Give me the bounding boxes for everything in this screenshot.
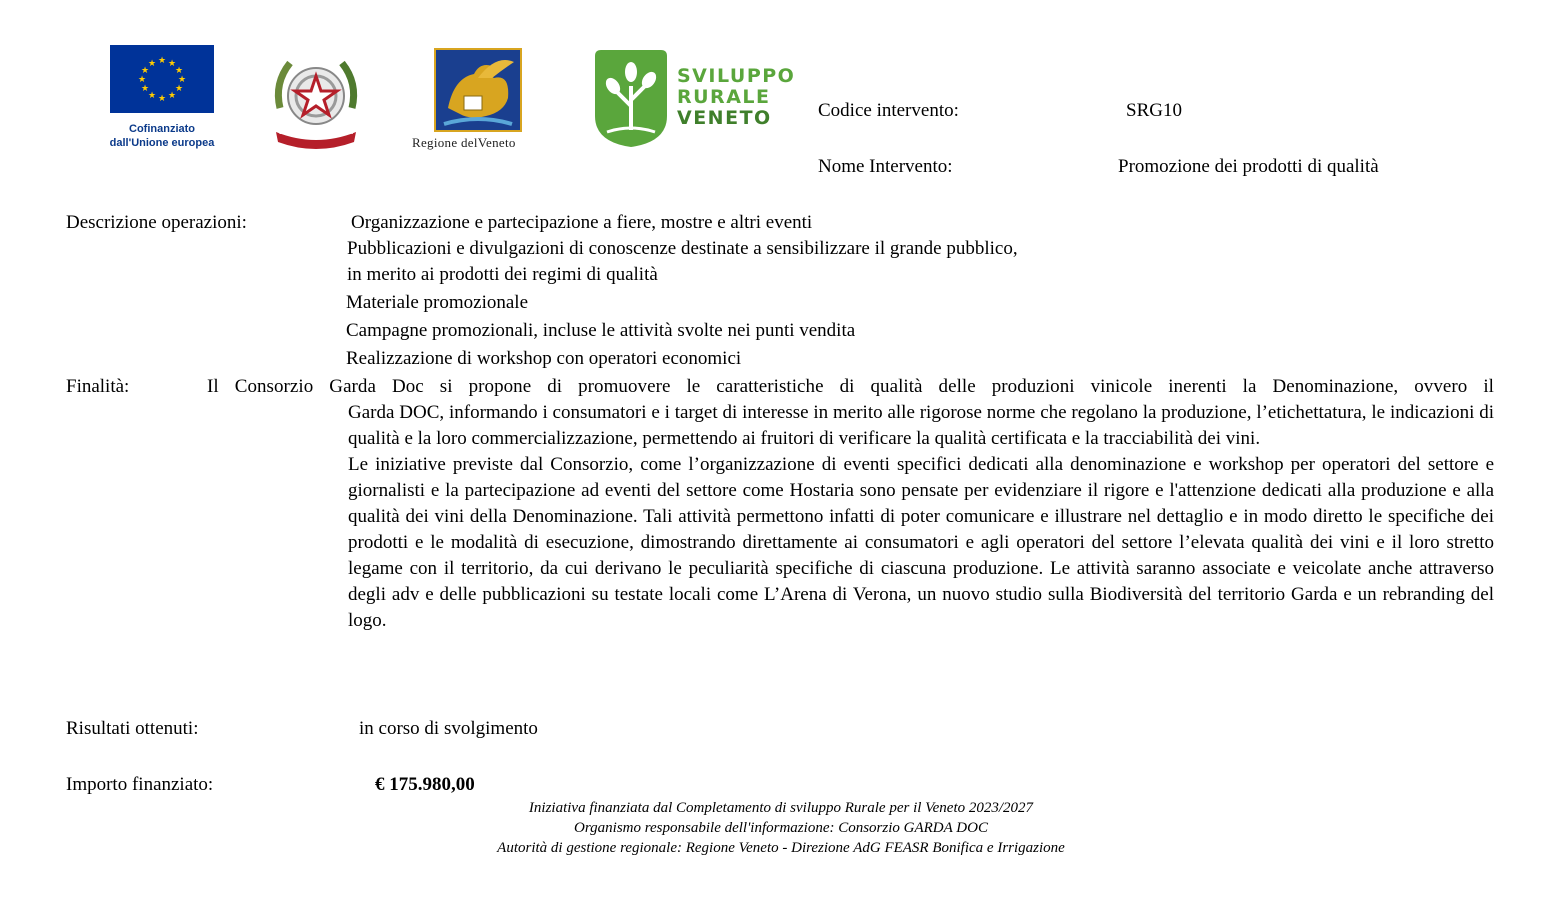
codice-intervento-value: SRG10 xyxy=(1126,100,1182,121)
eu-logo-line1: Cofinanziato xyxy=(129,123,195,135)
footer-line-3: Autorità di gestione regionale: Regione Veneto - Direzione AdG FEASR Bonifica e Irrigazione xyxy=(497,840,1065,856)
srv-line2: RURALE xyxy=(677,86,771,108)
importo-label: Importo finanziato: xyxy=(66,774,214,795)
svg-text:★: ★ xyxy=(157,94,167,104)
descrizione-line: Organizzazione e partecipazione a fiere, mostre e altri eventi xyxy=(351,212,813,233)
descrizione-line: Pubblicazioni e divulgazioni di conoscenze destinate a sensibilizzare il grande pubblico, xyxy=(347,238,1018,259)
descrizione-line: in merito ai prodotti dei regimi di qualità xyxy=(347,264,658,285)
svg-text:★: ★ xyxy=(177,75,187,85)
svg-text:★: ★ xyxy=(167,59,177,69)
svg-text:★: ★ xyxy=(174,84,184,94)
risultati-value: in corso di svolgimento xyxy=(359,718,538,739)
descrizione-line: Materiale promozionale xyxy=(346,292,529,313)
svg-text:★: ★ xyxy=(140,66,150,76)
svg-text:★: ★ xyxy=(147,59,157,69)
svg-text:★: ★ xyxy=(157,56,167,66)
eu-logo xyxy=(103,45,223,155)
lion-of-st-mark-icon xyxy=(434,48,522,132)
repubblica-italiana-emblem xyxy=(268,48,364,150)
nome-intervento-label: Nome Intervento: xyxy=(818,156,953,177)
svg-text:★: ★ xyxy=(174,66,184,76)
srv-line3: VENETO xyxy=(677,107,772,129)
descrizione-label: Descrizione operazioni: xyxy=(66,212,247,233)
regione-veneto-logo xyxy=(408,48,548,153)
finalita-first-line: Il Consorzio Garda Doc si propone di promuovere le caratteristiche di qualità delle produzioni vinicole inerenti la Denominazione, ovvero il xyxy=(207,376,1494,397)
nome-intervento-value: Promozione dei prodotti di qualità xyxy=(1118,156,1379,177)
italia-ribbon-text: REPVBBLICA ITALIANA xyxy=(279,129,353,136)
finalita-label: Finalità: xyxy=(66,376,130,397)
footer-line-2: Organismo responsabile dell'informazione: Consorzio GARDA DOC xyxy=(574,820,988,836)
svg-text:★: ★ xyxy=(147,91,157,101)
descrizione-line: Realizzazione di workshop con operatori economici xyxy=(346,348,742,369)
footer-line-1: Iniziativa finanziata dal Completamento di sviluppo Rurale per il Veneto 2023/2027 xyxy=(528,800,1034,816)
eu-logo-line2: dall'Unione europea xyxy=(109,137,215,149)
svg-text:★: ★ xyxy=(137,75,147,85)
sviluppo-rurale-veneto-logo xyxy=(593,46,796,150)
descrizione-line: Campagne promozionali, incluse le attività svolte nei punti vendita xyxy=(346,320,856,341)
risultati-label: Risultati ottenuti: xyxy=(66,718,199,739)
finalita-paragraph-2: Le iniziative previste dal Consorzio, come l’organizzazione di eventi specifici dedicati alla denominazione e workshop per operatori del settore e giornalisti e la partecipazione ad eventi del settore come Hostaria sono pensate per evidenziare il rigore e l'attenzione dedicati alla produzione e alla qualità dei vini della Denominazione. Tali attività permettono infatti di poter comunicare e illustrare nel dettaglio e in modo diretto le specifiche dei prodotti e le modalità di esecuzione, dimostrando direttamente ai consumatori e agli operatori del settore l’elevata qualità dei vini e il loro stretto legame con il territorio, da cui derivano le peculiarità specifiche di ciascuna produzione. Le attività saranno associate e veicolate anche attraverso degli adv e delle pubblicazioni su testate locali come L’Arena di Verona, un nuovo studio sulla Biodiversità del territorio Garda e un rebranding del logo. xyxy=(348,454,1494,631)
svg-text:★: ★ xyxy=(167,91,177,101)
finalita-text xyxy=(207,374,1494,634)
tree-icon xyxy=(593,46,669,148)
finalita-paragraph-1: Garda DOC, informando i consumatori e i target di interesse in merito alle rigorose norme che regolano la produzione, l’etichettatura, le indicazioni di qualità e la loro commercializzazione, permettendo ai fruitori di verificare la qualità certificata e la tracciabilità dei vini. xyxy=(348,402,1494,449)
regione-veneto-caption: Regione delVeneto xyxy=(412,135,516,150)
svg-text:★: ★ xyxy=(140,84,150,94)
codice-intervento-label: Codice intervento: xyxy=(818,100,959,121)
srv-line1: SVILUPPO xyxy=(677,65,796,87)
eu-flag-icon xyxy=(110,45,214,113)
importo-value: € 175.980,00 xyxy=(375,774,475,795)
